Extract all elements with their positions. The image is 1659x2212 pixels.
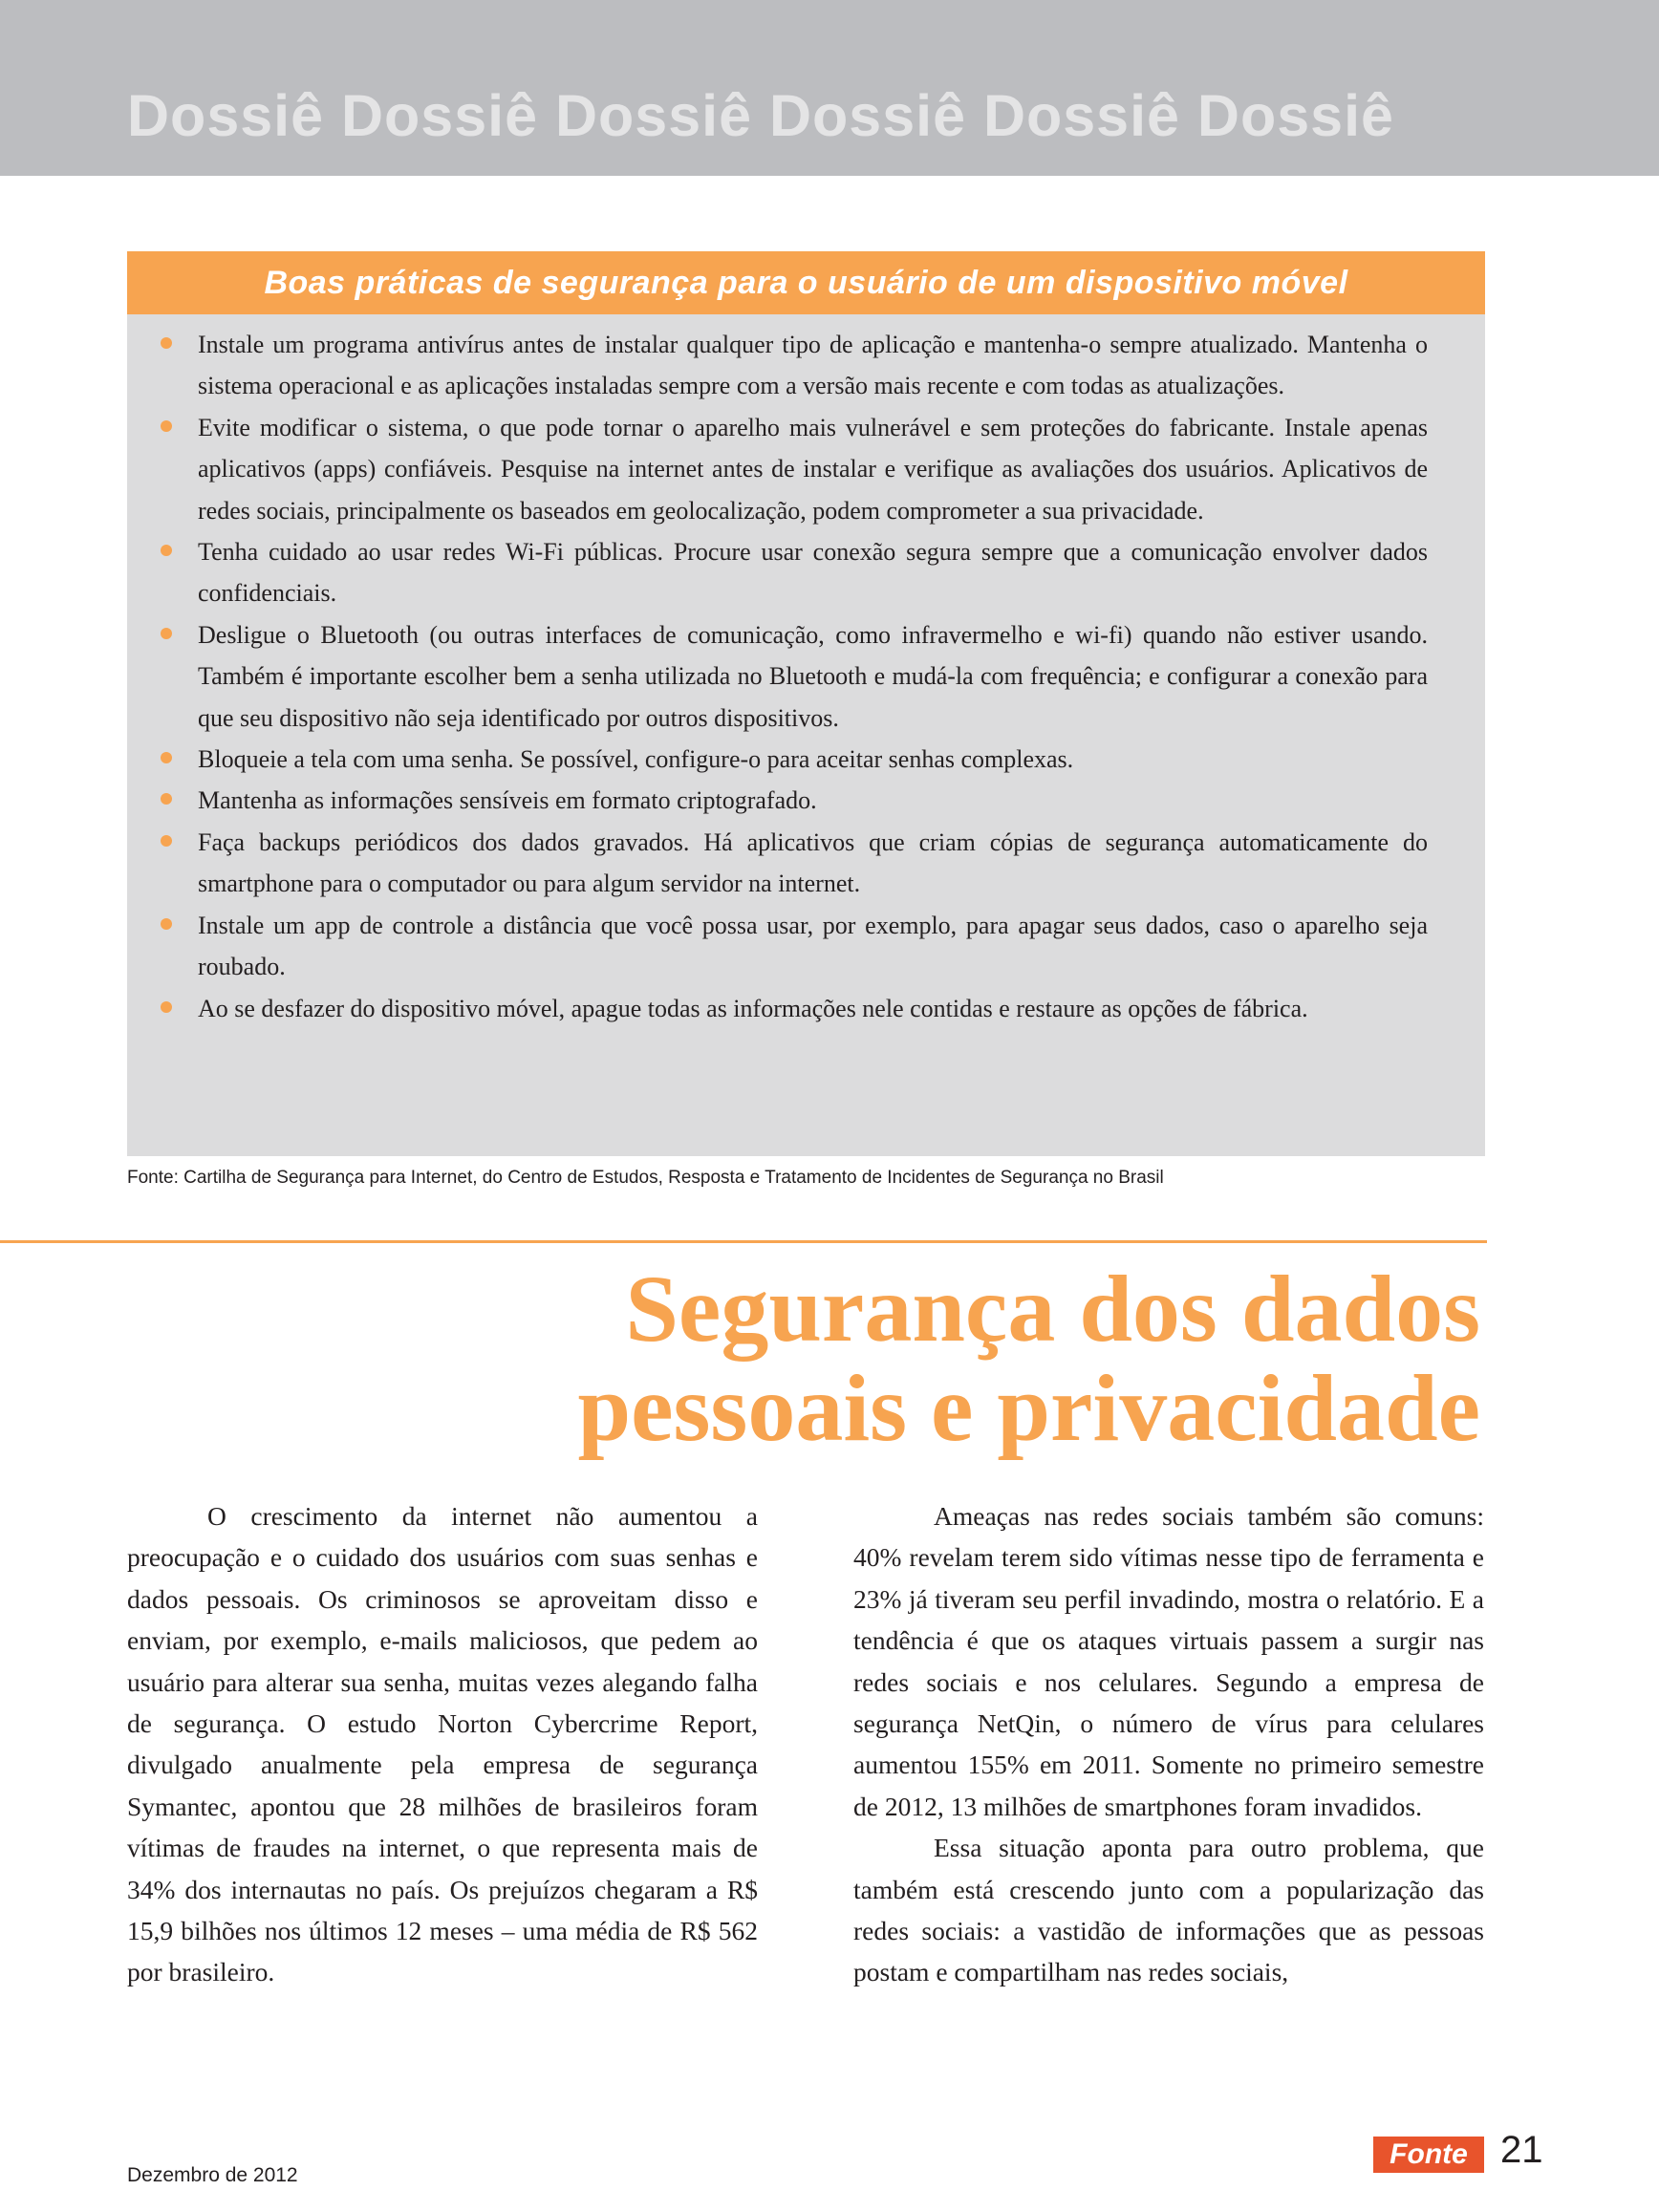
article-title [334,1256,1480,1461]
list-item-text: Bloqueie a tela com uma senha. Se possível, configure-o para aceitar senhas complexas. [198,745,1074,774]
article-paragraph: O crescimento da internet não aumentou a preocupação e o cuidado dos usuários com suas senhas e dados pessoais. Os criminosos se aproveitam disso e enviam, por exemplo, e-mails maliciosos, que pedem ao usuário para alterar sua senha, muitas vezes alegando falha de segurança. O estudo Norton Cybercrime Report, divulgado anualmente pela empresa de segurança Symantec, apontou que 28 milhões de brasileiros foram vítimas de fraudes na internet, o que representa mais de 34% dos internautas no país. Os prejuízos chegaram a R$ 15,9 bilhões nos últimos 12 meses – uma média de R$ 562 por brasileiro. [127,1501,758,1987]
list-item [127,324,1428,407]
source-note: Fonte: Cartilha de Segurança para Internet, do Centro de Estudos, Resposta e Tratamento de Incidentes de Segurança no Brasil [127,1168,1164,1188]
list-item [127,905,1428,988]
article-title-line-2: pessoais e privacidade [577,1355,1480,1461]
bullet-dot-icon [161,918,172,930]
article-column-right [853,1495,1484,1993]
article-paragraph: Ameaças nas redes sociais também são comuns: 40% revelam terem sido vítimas nesse tipo de ferramenta e 23% já tiveram seu perfil invadindo, mostra o relatório. E a tendência é que os ataques virtuais passem a surgir nas redes sociais e nos celulares. Segundo a empresa de segurança NetQin, o número de vírus para celulares aumentou 155% em 2011. Somente no primeiro semestre de 2012, 13 milhões de smartphones foram invadidos. [853,1501,1484,1821]
list-item [127,531,1428,614]
bullet-dot-icon [161,628,172,639]
bullet-dot-icon [161,752,172,763]
list-item-text: Tenha cuidado ao usar redes Wi-Fi públicas. Procure usar conexão segura sempre que a comunicação envolver dados confidenciais. [198,538,1428,608]
list-item [127,780,1428,821]
bullet-dot-icon [161,1001,172,1013]
bullet-dot-icon [161,337,172,349]
bullet-dot-icon [161,420,172,432]
tips-box [127,251,1485,1156]
list-item [127,614,1428,739]
tips-list [127,314,1485,1029]
tips-box-title: Boas práticas de segurança para o usuário de um dispositivo móvel [127,251,1485,314]
bullet-dot-icon [161,545,172,556]
list-item [127,822,1428,905]
list-item-text: Instale um app de controle a distância que você possa usar, por exemplo, para apagar seus dados, caso o aparelho seja roubado. [198,911,1428,981]
article-paragraph: Essa situação aponta para outro problema, que também está crescendo junto com a popularização das redes sociais: a vastidão de informações que as pessoas postam e compartilham nas redes sociais, [853,1833,1484,1987]
list-item-text: Ao se desfazer do dispositivo móvel, apague todas as informações nele contidas e restaure as opções de fábrica. [198,994,1308,1022]
list-item-text: Instale um programa antivírus antes de instalar qualquer tipo de aplicação e mantenha-o sempre atualizado. Mantenha o sistema operacional e as aplicações instaladas sempre com a versão mais recente e com todas as atualizações. [198,331,1428,400]
article-column-left [127,1495,758,1993]
list-item [127,407,1428,531]
bullet-dot-icon [161,835,172,847]
list-item [127,988,1428,1029]
article-title-line-1: Segurança dos dados [625,1256,1480,1362]
list-item-text: Evite modificar o sistema, o que pode tornar o aparelho mais vulnerável e sem proteções do fabricante. Instale apenas aplicativos (apps) confiáveis. Pesquise na internet antes de instalar e verifique as avaliações dos usuários. Aplicativos de redes sociais, principalmente os baseados em geolocalização, podem comprometer a sua privacidade. [198,413,1428,525]
list-item-text: Desligue o Bluetooth (ou outras interfaces de comunicação, como infravermelho e wi-fi) quando não estiver usando. Também é importante escolher bem a senha utilizada no Bluetooth e mudá-la com frequência; e configurar a conexão para que seu dispositivo não seja identificado por outros dispositivos. [198,620,1428,732]
list-item-text: Faça backups periódicos dos dados gravados. Há aplicativos que criam cópias de segurança automaticamente do smartphone para o computador ou para algum servidor na internet. [198,827,1428,898]
page-number: 21 [1500,2129,1543,2171]
list-item [127,739,1428,780]
bullet-dot-icon [161,793,172,805]
header-band [0,0,1659,176]
section-label: Dossiê Dossiê Dossiê Dossiê Dossiê Dossiê [127,83,1394,148]
list-item-text: Mantenha as informações sensíveis em formato criptografado. [198,786,817,815]
footer-date: Dezembro de 2012 [127,2164,298,2186]
section-divider [0,1240,1487,1243]
magazine-logo: Fonte [1373,2137,1484,2173]
